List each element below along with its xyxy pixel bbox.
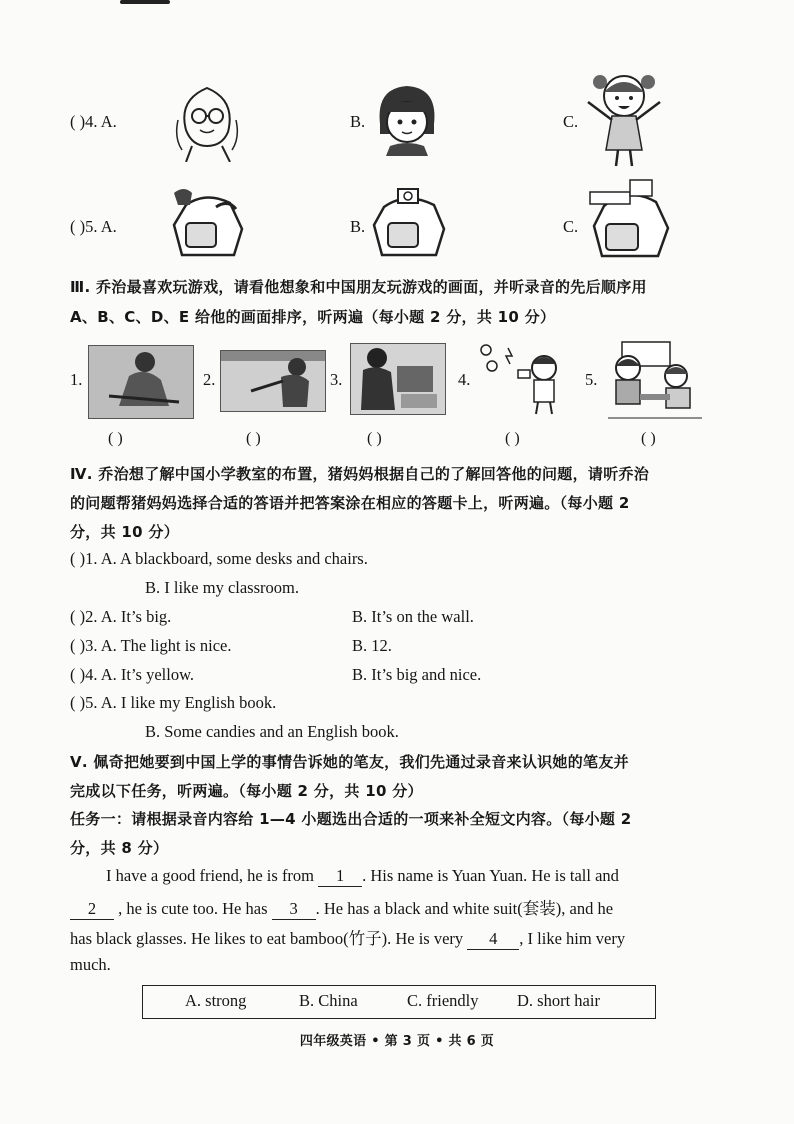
blank-1[interactable]: 1	[318, 866, 362, 887]
order-bracket-5[interactable]: ( )	[641, 430, 656, 447]
section5-heading: Ⅴ. 佩奇把她要到中国上学的事情告诉她的笔友，我们先通过录音来认识她的笔友并	[70, 753, 629, 771]
top-edge-mark	[120, 0, 170, 4]
q4-option-b: B. It’s big and nice.	[352, 665, 482, 684]
order-bracket-3[interactable]: ( )	[367, 430, 382, 447]
photo-label-5: 5.	[585, 370, 598, 389]
section4-heading: Ⅳ. 乔治想了解中国小学教室的布置，猪妈妈根据自己的了解回答他的问题，请听乔治	[70, 465, 650, 483]
q4-option-b-label: B.	[350, 112, 366, 131]
photo-label-4: 4.	[458, 370, 471, 389]
photo-label-2: 2.	[203, 370, 216, 389]
photo-2-playing	[220, 350, 326, 412]
blank-4[interactable]: 4	[467, 929, 519, 950]
q5-option-b-label: B.	[350, 217, 366, 236]
schoolbag-ruler-picture	[584, 176, 676, 260]
passage-line-1	[106, 866, 619, 887]
word-bank-box	[142, 985, 656, 1019]
section5-heading-cont: 完成以下任务，听两遍。（每小题 2 分，共 10 分）	[70, 782, 423, 800]
q4-picture-label: ( )4. A.	[70, 112, 117, 131]
passage-line-3	[70, 925, 625, 950]
q1-option-b: B. I like my classroom.	[145, 578, 299, 597]
order-bracket-2[interactable]: ( )	[246, 430, 261, 447]
q5-option-c-label: C.	[563, 217, 579, 236]
section3-heading: Ⅲ. 乔治最喜欢玩游戏，请看他想象和中国朋友玩游戏的画面，并听录音的先后顺序用	[70, 278, 647, 296]
task1-heading-cont: 分，共 8 分）	[70, 839, 169, 857]
q5-picture-label: ( )5. A.	[70, 217, 117, 236]
q3-option-a: ( )3. A. The light is nice.	[70, 636, 232, 655]
passage-text: . His name is Yuan Yuan. He is tall and	[362, 866, 619, 885]
section4-heading-cont2: 分，共 10 分）	[70, 523, 180, 541]
option-c: C. friendly	[407, 991, 479, 1010]
q4-option-a: ( )4. A. It’s yellow.	[70, 665, 195, 684]
option-a: A. strong	[185, 991, 247, 1010]
blank-2[interactable]: 2	[70, 899, 114, 920]
blank-3[interactable]: 3	[272, 899, 316, 920]
photo-label-1: 1.	[70, 370, 83, 389]
schoolbag-dog-toy-picture	[164, 185, 250, 259]
section4-heading-cont: 的问题帮猪妈妈选择合适的答语并把答案涂在相应的答题卡上，听两遍。（每小题 2	[70, 494, 630, 512]
section3-heading-cont: A、B、C、D、E 给他的画面排序，听两遍（每小题 2 分，共 10 分）	[70, 308, 556, 326]
passage-text: , I like him very	[519, 929, 626, 948]
page-footer: 四年级英语 • 第 3 页 • 共 6 页	[299, 1034, 495, 1049]
q1-option-a: ( )1. A. A blackboard, some desks and chairs.	[70, 549, 368, 568]
girl-bangs-picture	[372, 80, 442, 158]
passage-line-4: much.	[70, 955, 111, 974]
passage-text: has black glasses. He likes to eat bamboo(竹子). He is very	[70, 929, 464, 948]
girl-waving-picture	[582, 68, 666, 168]
photo-label-3: 3.	[330, 370, 343, 389]
passage-text: . He has a black and white suit(套装), and he	[315, 899, 614, 918]
photo-3-playing	[350, 343, 446, 415]
order-bracket-1[interactable]: ( )	[108, 430, 123, 447]
option-b: B. China	[299, 991, 358, 1010]
order-bracket-4[interactable]: ( )	[505, 430, 520, 447]
photo-4-cartoon	[474, 340, 574, 416]
schoolbag-camera-picture	[364, 185, 454, 259]
q5-option-b: B. Some candies and an English book.	[145, 722, 399, 741]
q2-option-a: ( )2. A. It’s big.	[70, 607, 172, 626]
passage-text: , he is cute too. He has	[118, 899, 268, 918]
q5-option-a: ( )5. A. I like my English book.	[70, 693, 277, 712]
photo-1-playing	[88, 345, 194, 419]
passage-line-2	[70, 895, 613, 920]
q2-option-b: B. It’s on the wall.	[352, 607, 474, 626]
q4-option-c-label: C.	[563, 112, 579, 131]
girl-glasses-picture	[172, 80, 242, 162]
photo-5-cartoon	[602, 338, 708, 420]
passage-text: I have a good friend, he is from	[106, 866, 315, 885]
q3-option-b: B. 12.	[352, 636, 392, 655]
option-d: D. short hair	[517, 991, 600, 1010]
task1-heading: 任务一：请根据录音内容给 1—4 小题选出合适的一项来补全短文内容。（每小题 2	[70, 810, 632, 828]
